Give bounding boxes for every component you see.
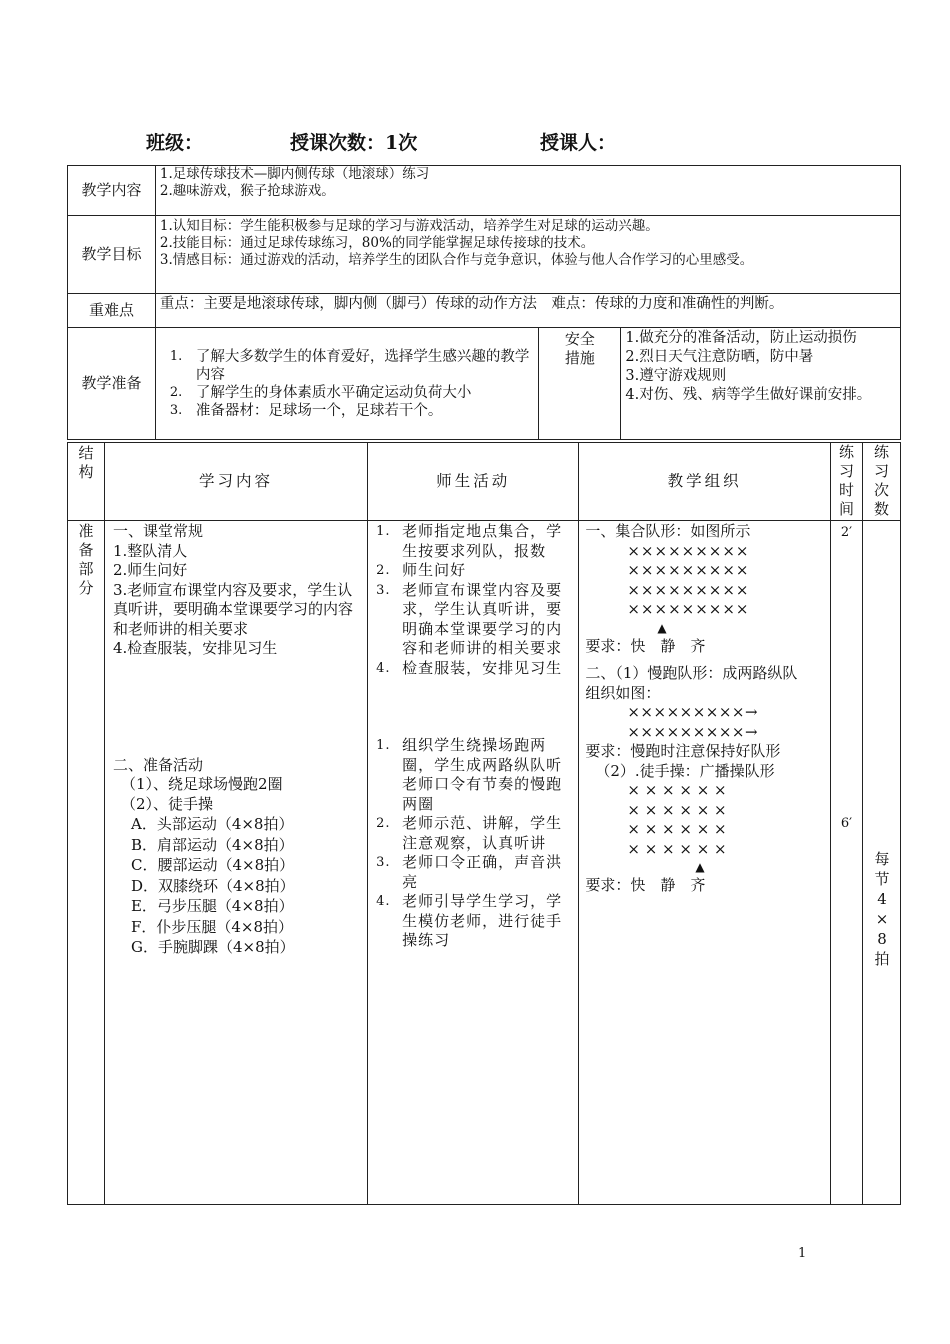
- activity-item: 3. 老师口令正确，声音洪亮: [376, 853, 563, 891]
- calisthenics-row: × × × × × ×: [627, 800, 727, 819]
- content-label: 教学内容: [68, 166, 156, 216]
- learning-line: （1）、绕足球场慢跑2圈: [120, 775, 283, 793]
- lesson-info-table: [67, 165, 901, 440]
- learning-line: 1.整队清人: [112, 541, 188, 560]
- safety-line: 2.烈日天气注意防晒，防中暑: [625, 349, 814, 365]
- key-text: 重点：主要是地滚球传球，脚内侧（脚弓）传球的动作方法 难点：传球的力度和准确性的判断。: [155, 294, 900, 328]
- key-label: 重难点: [68, 294, 156, 328]
- content-line: 2.趣味游戏，猴子抢球游戏。: [159, 183, 335, 199]
- sessions-label: 授课次数：1次: [290, 132, 418, 154]
- organization-cell: [579, 521, 831, 1205]
- org-requirement: 要求：快 静 齐: [585, 636, 706, 655]
- lesson-header: [0, 128, 950, 158]
- col-activity: 师生活动: [368, 443, 579, 521]
- goals-label: 教学目标: [68, 216, 156, 294]
- count-cell: [863, 521, 901, 1205]
- org-line: 组织如图：: [585, 683, 661, 702]
- col-structure: 结构: [68, 443, 105, 521]
- calisthenics-row: × × × × × ×: [627, 820, 727, 838]
- prep-item: 1. 了解大多数学生的体育爱好，选择学生感兴趣的教学内容: [169, 348, 530, 383]
- safety-label: 安全措施: [539, 328, 621, 440]
- time-cell: [831, 521, 863, 1205]
- col-time: 练习时间: [831, 443, 863, 521]
- activity-item: 2. 师生问好: [376, 561, 467, 579]
- goal-line: 2.技能目标：通过足球传球练习，80%的同学能掌握足球传接球的技术。: [159, 235, 595, 251]
- safety-cell: [621, 328, 901, 440]
- goal-line: 3.情感目标：通过游戏的活动，培养学生的团队合作与竞争意识，体验与他人合作学习的心里感受。: [159, 252, 754, 268]
- org-line: （2）.徒手操：广播操队形: [595, 761, 775, 780]
- section-name: 准备部分: [68, 521, 105, 1205]
- time-value: 2′: [840, 525, 853, 540]
- jog-row: ×××××××××→: [627, 703, 759, 721]
- teacher-marker: ▲: [695, 860, 705, 874]
- calisthenics-row: × × × × × ×: [627, 839, 727, 858]
- activity-cell: [368, 521, 579, 1205]
- formation-row: ×××××××××: [627, 580, 750, 599]
- content-line: 1.足球传球技术—脚内侧传球（地滚球）练习: [159, 166, 430, 182]
- prep-item: 3. 准备器材：足球场一个，足球若干个。: [169, 402, 443, 419]
- learning-line: 一、课堂常规: [112, 522, 203, 540]
- activity-item: 4. 老师引导学生学习，学生模仿老师，进行徒手操练习: [376, 892, 563, 949]
- formation-row: ×××××××××: [627, 561, 750, 579]
- safety-line: 3.遵守游戏规则: [625, 368, 727, 384]
- learning-line: 3.老师宣布课堂内容及要求，学生认真听讲，要明确本堂课要学习的内容和老师讲的相关要求: [112, 580, 353, 638]
- formation-row: ×××××××××: [627, 600, 750, 618]
- org-line: 二、（1）慢跑队形：成两路纵队: [585, 664, 798, 682]
- org-requirement: 要求：快 静 齐: [585, 876, 706, 894]
- class-label: 班级：: [146, 132, 204, 154]
- exercise-item: C．腰部运动（4×8拍）: [130, 856, 295, 874]
- org-line: 一、集合队形：如图所示: [585, 522, 751, 540]
- learning-line: 二、准备活动: [112, 755, 203, 774]
- exercise-list: [113, 814, 359, 958]
- exercise-item: A．头部运动（4×8拍）: [130, 815, 294, 833]
- content-cell: [155, 166, 900, 216]
- goal-line: 1.认知目标：学生能积极参与足球的学习与游戏活动，培养学生对足球的运动兴趣。: [159, 218, 659, 234]
- count-value: 每节4×8拍: [874, 850, 890, 968]
- jog-row: ×××××××××→: [627, 722, 759, 741]
- col-count: 练习次数: [863, 443, 901, 521]
- teacher-marker: ▲: [657, 620, 667, 635]
- activity-item: 2. 老师示范、讲解，学生注意观察，认真听讲: [376, 814, 563, 852]
- prep-label: 教学准备: [68, 328, 156, 440]
- exercise-item: G．手腕脚踝（4×8拍）: [130, 938, 295, 956]
- lesson-plan-table: [67, 442, 901, 1205]
- col-organization: 教学组织: [579, 443, 831, 521]
- page-number: 1: [798, 1246, 807, 1261]
- exercise-item: D．双膝绕环（4×8拍）: [130, 876, 295, 895]
- activity-item: 1. 组织学生绕操场跑两圈，学生成两路纵队听老师口令有节奏的慢跑两圈: [376, 736, 563, 813]
- formation-row: ×××××××××: [627, 541, 750, 560]
- activity-item: 3. 老师宣布课堂内容及要求，学生认真听讲，要明确本堂课要学习的内容和老师讲的相关要求: [376, 580, 563, 657]
- activity-item: 1. 老师指定地点集合，学生按要求列队，报数: [376, 522, 563, 560]
- exercise-item: E．弓步压腿（4×8拍）: [130, 897, 294, 915]
- prep-item: 2. 了解学生的身体素质水平确定运动负荷大小: [169, 384, 472, 401]
- goals-cell: [155, 216, 900, 294]
- exercise-item: F．仆步压腿（4×8拍）: [130, 917, 294, 936]
- exercise-item: B．肩部运动（4×8拍）: [130, 835, 294, 854]
- org-requirement: 要求：慢跑时注意保持好队形: [585, 742, 781, 760]
- prep-cell: [155, 328, 539, 440]
- learning-line: 4.检查服装，安排见习生: [112, 639, 278, 657]
- teacher-label: 授课人：: [540, 132, 617, 154]
- col-learning: 学习内容: [104, 443, 367, 521]
- learning-cell: [104, 521, 367, 1205]
- learning-line: （2）、徒手操: [120, 794, 214, 813]
- learning-line: 2.师生问好: [112, 561, 188, 579]
- activity-item: 4. 检查服装，安排见习生: [376, 658, 563, 677]
- time-value: 6′: [840, 816, 853, 831]
- safety-line: 4.对伤、残、病等学生做好课前安排。: [625, 387, 872, 403]
- safety-line: 1.做充分的准备活动，防止运动损伤: [625, 330, 857, 346]
- calisthenics-row: × × × × × ×: [627, 781, 727, 799]
